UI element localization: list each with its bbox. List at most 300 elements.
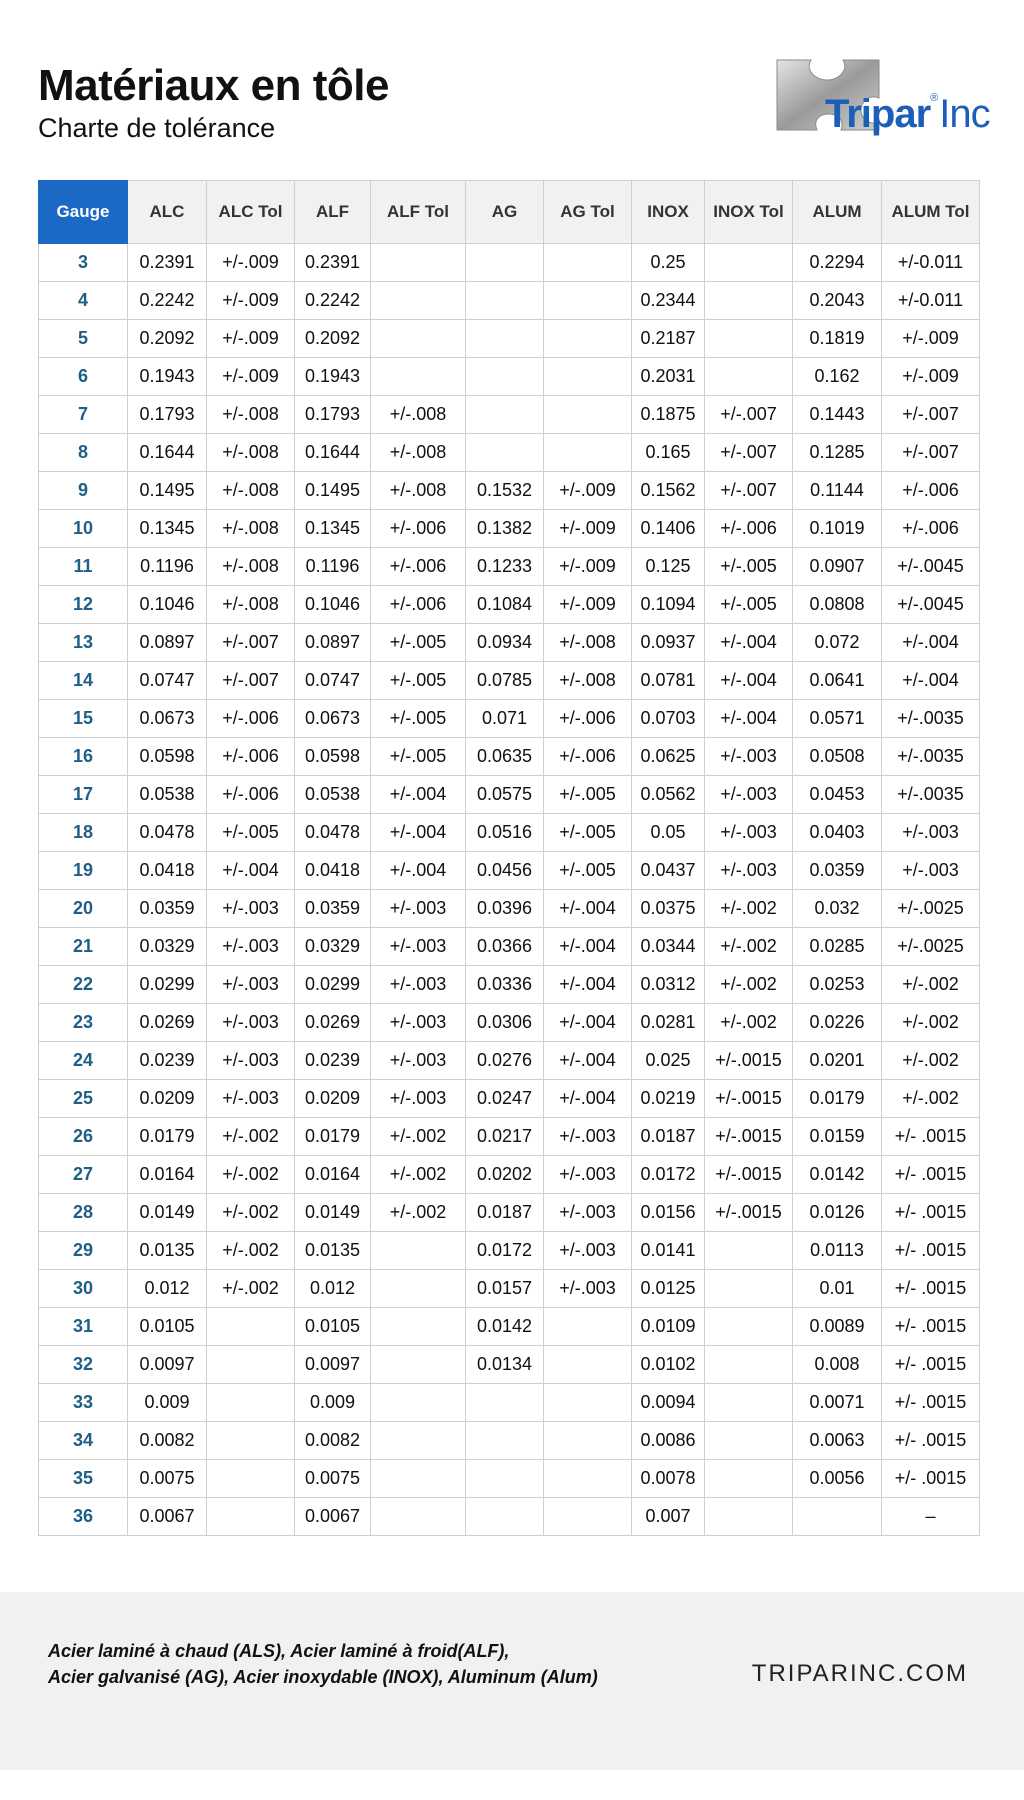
- cell-alc-tol: +/-.009: [207, 358, 295, 396]
- cell-alf-tol: +/-.002: [371, 1156, 466, 1194]
- page-header: [0, 0, 1024, 170]
- cell-inox-tol: +/-.006: [705, 510, 793, 548]
- cell-alc-tol: [207, 1346, 295, 1384]
- cell-ag: 0.0635: [466, 738, 544, 776]
- cell-alc-tol: +/-.008: [207, 472, 295, 510]
- cell-alc-tol: +/-.003: [207, 890, 295, 928]
- cell-alf-tol: [371, 1384, 466, 1422]
- cell-ag: 0.0575: [466, 776, 544, 814]
- cell-alf: 0.1046: [295, 586, 371, 624]
- table-header-row: [39, 181, 980, 244]
- cell-alc: 0.0747: [128, 662, 207, 700]
- cell-gauge: 13: [39, 624, 128, 662]
- cell-ag-tol: +/-.004: [544, 1004, 632, 1042]
- cell-alc: 0.0478: [128, 814, 207, 852]
- cell-alum: 0.0571: [793, 700, 882, 738]
- table-row: [39, 624, 980, 662]
- cell-alc: 0.0673: [128, 700, 207, 738]
- cell-inox: 0.0312: [632, 966, 705, 1004]
- cell-alum: 0.0201: [793, 1042, 882, 1080]
- cell-alf: 0.0179: [295, 1118, 371, 1156]
- cell-ag-tol: +/-.006: [544, 700, 632, 738]
- cell-alum-tol: +/-.0035: [882, 776, 980, 814]
- cell-ag-tol: [544, 1460, 632, 1498]
- cell-alc: 0.2092: [128, 320, 207, 358]
- cell-inox: 0.0078: [632, 1460, 705, 1498]
- cell-inox-tol: +/-.0015: [705, 1118, 793, 1156]
- cell-alum-tol: +/-.006: [882, 510, 980, 548]
- cell-ag-tol: [544, 282, 632, 320]
- cell-alc-tol: +/-.009: [207, 282, 295, 320]
- column-header-inox-tol: INOX Tol: [705, 181, 793, 244]
- cell-alc: 0.2242: [128, 282, 207, 320]
- cell-alum-tol: +/-.0025: [882, 928, 980, 966]
- cell-ag: 0.0157: [466, 1270, 544, 1308]
- cell-inox-tol: +/-.004: [705, 624, 793, 662]
- cell-gauge: 20: [39, 890, 128, 928]
- cell-ag: 0.0456: [466, 852, 544, 890]
- cell-alum: 0.032: [793, 890, 882, 928]
- cell-alf-tol: +/-.002: [371, 1118, 466, 1156]
- cell-gauge: 30: [39, 1270, 128, 1308]
- cell-alum-tol: +/-0.011: [882, 282, 980, 320]
- cell-alc-tol: +/-.007: [207, 662, 295, 700]
- cell-alum-tol: +/-.0045: [882, 548, 980, 586]
- legend-line: Acier galvanisé (AG), Acier inoxydable (INOX), Aluminum (Alum): [48, 1667, 598, 1687]
- page-footer: [0, 1592, 1024, 1770]
- cell-alum-tol: +/-.0045: [882, 586, 980, 624]
- cell-ag: 0.0276: [466, 1042, 544, 1080]
- cell-inox: 0.0109: [632, 1308, 705, 1346]
- cell-inox-tol: [705, 1308, 793, 1346]
- cell-ag: 0.1382: [466, 510, 544, 548]
- table-row: [39, 1194, 980, 1232]
- cell-alum-tol: –: [882, 1498, 980, 1536]
- cell-alc: 0.0164: [128, 1156, 207, 1194]
- table-row: [39, 1156, 980, 1194]
- cell-alc-tol: [207, 1460, 295, 1498]
- table-row: [39, 1346, 980, 1384]
- cell-gauge: 19: [39, 852, 128, 890]
- cell-alum: 0.0071: [793, 1384, 882, 1422]
- cell-alf-tol: +/-.002: [371, 1194, 466, 1232]
- cell-alf-tol: +/-.003: [371, 928, 466, 966]
- cell-gauge: 11: [39, 548, 128, 586]
- cell-alc: 0.0105: [128, 1308, 207, 1346]
- cell-alc: 0.0359: [128, 890, 207, 928]
- cell-gauge: 35: [39, 1460, 128, 1498]
- cell-alc-tol: +/-.006: [207, 700, 295, 738]
- cell-ag-tol: +/-.004: [544, 1080, 632, 1118]
- cell-ag-tol: +/-.003: [544, 1194, 632, 1232]
- cell-inox-tol: +/-.002: [705, 966, 793, 1004]
- cell-ag-tol: [544, 1498, 632, 1536]
- cell-alum: 0.0359: [793, 852, 882, 890]
- cell-ag: 0.0366: [466, 928, 544, 966]
- cell-alum: 0.0089: [793, 1308, 882, 1346]
- cell-alf-tol: +/-.004: [371, 814, 466, 852]
- cell-inox: 0.1875: [632, 396, 705, 434]
- cell-ag-tol: +/-.004: [544, 1042, 632, 1080]
- cell-inox-tol: [705, 1346, 793, 1384]
- cell-ag: 0.0172: [466, 1232, 544, 1270]
- cell-alum: 0.0056: [793, 1460, 882, 1498]
- column-header-inox: INOX: [632, 181, 705, 244]
- cell-alc-tol: +/-.003: [207, 1080, 295, 1118]
- cell-ag: 0.0134: [466, 1346, 544, 1384]
- cell-ag: 0.0247: [466, 1080, 544, 1118]
- cell-alum-tol: +/-.002: [882, 1042, 980, 1080]
- cell-alum-tol: +/-.009: [882, 358, 980, 396]
- cell-alf-tol: [371, 244, 466, 282]
- cell-inox: 0.0102: [632, 1346, 705, 1384]
- cell-inox-tol: [705, 1460, 793, 1498]
- cell-ag-tol: +/-.003: [544, 1270, 632, 1308]
- cell-alf: 0.2391: [295, 244, 371, 282]
- cell-alf: 0.1943: [295, 358, 371, 396]
- cell-alc: 0.1196: [128, 548, 207, 586]
- table-row: [39, 1498, 980, 1536]
- logo-suffix: Inc: [939, 92, 990, 136]
- column-header-gauge: Gauge: [39, 181, 128, 244]
- cell-gauge: 12: [39, 586, 128, 624]
- cell-alf: 0.1793: [295, 396, 371, 434]
- cell-alf: 0.1345: [295, 510, 371, 548]
- cell-ag-tol: +/-.009: [544, 586, 632, 624]
- cell-alc: 0.2391: [128, 244, 207, 282]
- cell-inox-tol: [705, 282, 793, 320]
- cell-inox-tol: [705, 320, 793, 358]
- cell-ag-tol: +/-.009: [544, 472, 632, 510]
- cell-alum-tol: +/-0.011: [882, 244, 980, 282]
- cell-ag-tol: +/-.008: [544, 624, 632, 662]
- cell-alum-tol: +/- .0015: [882, 1118, 980, 1156]
- cell-alc: 0.0082: [128, 1422, 207, 1460]
- cell-inox-tol: +/-.005: [705, 586, 793, 624]
- cell-alc-tol: +/-.006: [207, 738, 295, 776]
- cell-inox: 0.025: [632, 1042, 705, 1080]
- table-row: [39, 1270, 980, 1308]
- cell-alc: 0.1495: [128, 472, 207, 510]
- cell-alum-tol: +/- .0015: [882, 1308, 980, 1346]
- cell-inox: 0.0344: [632, 928, 705, 966]
- cell-ag: 0.0934: [466, 624, 544, 662]
- cell-inox: 0.0937: [632, 624, 705, 662]
- cell-inox: 0.2031: [632, 358, 705, 396]
- cell-gauge: 3: [39, 244, 128, 282]
- table-row: [39, 434, 980, 472]
- cell-alf: 0.0478: [295, 814, 371, 852]
- cell-ag-tol: [544, 320, 632, 358]
- cell-alf: 0.0538: [295, 776, 371, 814]
- cell-inox: 0.2344: [632, 282, 705, 320]
- cell-alum-tol: +/-.003: [882, 814, 980, 852]
- cell-inox-tol: +/-.003: [705, 738, 793, 776]
- cell-alum-tol: +/-.003: [882, 852, 980, 890]
- cell-gauge: 34: [39, 1422, 128, 1460]
- cell-inox: 0.0437: [632, 852, 705, 890]
- legend-line: Acier laminé à chaud (ALS), Acier laminé à froid(ALF),: [48, 1641, 510, 1661]
- cell-gauge: 8: [39, 434, 128, 472]
- cell-ag: 0.071: [466, 700, 544, 738]
- cell-alc: 0.1644: [128, 434, 207, 472]
- cell-alum-tol: +/- .0015: [882, 1384, 980, 1422]
- table-row: [39, 510, 980, 548]
- column-header-alum: ALUM: [793, 181, 882, 244]
- cell-alc: 0.1345: [128, 510, 207, 548]
- cell-ag: [466, 320, 544, 358]
- cell-alum-tol: +/- .0015: [882, 1156, 980, 1194]
- cell-alc-tol: +/-.009: [207, 244, 295, 282]
- cell-ag-tol: +/-.003: [544, 1156, 632, 1194]
- cell-inox: 0.0281: [632, 1004, 705, 1042]
- table-row: [39, 1042, 980, 1080]
- cell-alc-tol: +/-.003: [207, 966, 295, 1004]
- cell-alf: 0.0329: [295, 928, 371, 966]
- cell-gauge: 28: [39, 1194, 128, 1232]
- cell-alum-tol: +/-.006: [882, 472, 980, 510]
- cell-alum: 0.1144: [793, 472, 882, 510]
- cell-inox: 0.125: [632, 548, 705, 586]
- column-header-alf: ALF: [295, 181, 371, 244]
- cell-alf-tol: +/-.005: [371, 700, 466, 738]
- cell-inox-tol: [705, 244, 793, 282]
- cell-alf: 0.0209: [295, 1080, 371, 1118]
- cell-gauge: 18: [39, 814, 128, 852]
- table-row: [39, 1118, 980, 1156]
- cell-alf-tol: [371, 1460, 466, 1498]
- cell-inox: 0.0703: [632, 700, 705, 738]
- table-row: [39, 320, 980, 358]
- table-body: [39, 244, 980, 1536]
- cell-gauge: 22: [39, 966, 128, 1004]
- table-row: [39, 1232, 980, 1270]
- cell-inox-tol: +/-.0015: [705, 1194, 793, 1232]
- cell-ag: [466, 396, 544, 434]
- cell-ag: [466, 282, 544, 320]
- cell-gauge: 23: [39, 1004, 128, 1042]
- cell-ag-tol: [544, 1384, 632, 1422]
- cell-alc-tol: [207, 1422, 295, 1460]
- cell-ag-tol: [544, 244, 632, 282]
- cell-alum-tol: +/-.004: [882, 662, 980, 700]
- cell-alc-tol: +/-.008: [207, 434, 295, 472]
- cell-inox: 0.1406: [632, 510, 705, 548]
- cell-alc-tol: +/-.002: [207, 1194, 295, 1232]
- cell-ag-tol: +/-.004: [544, 966, 632, 1004]
- cell-inox-tol: +/-.0015: [705, 1042, 793, 1080]
- cell-alc-tol: +/-.006: [207, 776, 295, 814]
- cell-alc: 0.0135: [128, 1232, 207, 1270]
- table-row: [39, 1080, 980, 1118]
- cell-ag: [466, 1422, 544, 1460]
- cell-alum-tol: +/-.0025: [882, 890, 980, 928]
- cell-inox: 0.25: [632, 244, 705, 282]
- cell-alf: 0.1644: [295, 434, 371, 472]
- cell-ag: 0.0217: [466, 1118, 544, 1156]
- cell-gauge: 25: [39, 1080, 128, 1118]
- cell-inox-tol: +/-.007: [705, 396, 793, 434]
- cell-alum-tol: +/- .0015: [882, 1194, 980, 1232]
- material-legend: [48, 1638, 598, 1690]
- cell-alf-tol: +/-.004: [371, 776, 466, 814]
- page-subtitle: Charte de tolérance: [38, 113, 276, 143]
- column-header-alc: ALC: [128, 181, 207, 244]
- cell-alc: 0.0149: [128, 1194, 207, 1232]
- cell-alum: 0.0126: [793, 1194, 882, 1232]
- cell-alf: 0.0105: [295, 1308, 371, 1346]
- cell-alc: 0.1793: [128, 396, 207, 434]
- cell-alf: 0.0149: [295, 1194, 371, 1232]
- cell-alum: 0.0113: [793, 1232, 882, 1270]
- cell-inox-tol: +/-.002: [705, 928, 793, 966]
- cell-ag-tol: [544, 396, 632, 434]
- cell-ag: [466, 244, 544, 282]
- cell-alc-tol: +/-.002: [207, 1232, 295, 1270]
- cell-alf: 0.0164: [295, 1156, 371, 1194]
- cell-inox: 0.0219: [632, 1080, 705, 1118]
- cell-ag: 0.0187: [466, 1194, 544, 1232]
- column-header-alum-tol: ALUM Tol: [882, 181, 980, 244]
- cell-alum: 0.0253: [793, 966, 882, 1004]
- cell-gauge: 33: [39, 1384, 128, 1422]
- cell-gauge: 32: [39, 1346, 128, 1384]
- table-row: [39, 282, 980, 320]
- cell-alf: 0.0673: [295, 700, 371, 738]
- cell-ag: 0.0306: [466, 1004, 544, 1042]
- cell-ag: 0.0336: [466, 966, 544, 1004]
- cell-alc: 0.0067: [128, 1498, 207, 1536]
- cell-alf: 0.2242: [295, 282, 371, 320]
- cell-alum-tol: +/-.002: [882, 1080, 980, 1118]
- cell-alum: 0.0808: [793, 586, 882, 624]
- cell-inox-tol: +/-.007: [705, 434, 793, 472]
- cell-alum-tol: +/-.0035: [882, 738, 980, 776]
- cell-alf-tol: +/-.008: [371, 472, 466, 510]
- cell-alf: 0.0897: [295, 624, 371, 662]
- cell-alum: 0.0142: [793, 1156, 882, 1194]
- cell-ag: [466, 1498, 544, 1536]
- cell-alum-tol: +/-.0035: [882, 700, 980, 738]
- cell-alf-tol: [371, 1232, 466, 1270]
- cell-alc-tol: [207, 1308, 295, 1346]
- table-row: [39, 548, 980, 586]
- cell-ag: 0.0142: [466, 1308, 544, 1346]
- cell-alf-tol: [371, 320, 466, 358]
- cell-alf: 0.0097: [295, 1346, 371, 1384]
- cell-alc: 0.1943: [128, 358, 207, 396]
- cell-gauge: 4: [39, 282, 128, 320]
- cell-alc: 0.0897: [128, 624, 207, 662]
- cell-ag-tol: +/-.006: [544, 738, 632, 776]
- cell-ag-tol: +/-.005: [544, 852, 632, 890]
- cell-alc-tol: +/-.008: [207, 586, 295, 624]
- cell-alc-tol: [207, 1384, 295, 1422]
- cell-ag-tol: +/-.005: [544, 814, 632, 852]
- cell-alum: 0.0179: [793, 1080, 882, 1118]
- cell-alf-tol: +/-.003: [371, 1004, 466, 1042]
- cell-inox-tol: +/-.002: [705, 1004, 793, 1042]
- cell-ag-tol: +/-.009: [544, 548, 632, 586]
- table-row: [39, 928, 980, 966]
- table-row: [39, 1308, 980, 1346]
- cell-inox-tol: +/-.002: [705, 890, 793, 928]
- cell-ag: [466, 434, 544, 472]
- cell-alum-tol: +/-.004: [882, 624, 980, 662]
- cell-alc: 0.009: [128, 1384, 207, 1422]
- cell-alf: 0.0067: [295, 1498, 371, 1536]
- cell-alc-tol: +/-.003: [207, 1042, 295, 1080]
- cell-alf: 0.0598: [295, 738, 371, 776]
- table-row: [39, 1460, 980, 1498]
- cell-alf: 0.012: [295, 1270, 371, 1308]
- tolerance-table: [38, 180, 980, 1536]
- cell-alf: 0.1495: [295, 472, 371, 510]
- cell-alf: 0.0418: [295, 852, 371, 890]
- cell-alum: 0.1285: [793, 434, 882, 472]
- cell-alf-tol: +/-.006: [371, 510, 466, 548]
- cell-alf-tol: [371, 1498, 466, 1536]
- table-row: [39, 662, 980, 700]
- table-row: [39, 472, 980, 510]
- column-header-ag-tol: AG Tol: [544, 181, 632, 244]
- cell-alum: 0.2294: [793, 244, 882, 282]
- cell-alc-tol: +/-.008: [207, 510, 295, 548]
- cell-gauge: 36: [39, 1498, 128, 1536]
- cell-alc: 0.0299: [128, 966, 207, 1004]
- cell-alc: 0.0239: [128, 1042, 207, 1080]
- cell-ag: 0.0202: [466, 1156, 544, 1194]
- cell-ag: [466, 1460, 544, 1498]
- cell-alum-tol: +/-.007: [882, 396, 980, 434]
- cell-inox: 0.0781: [632, 662, 705, 700]
- cell-alf-tol: +/-.005: [371, 662, 466, 700]
- cell-gauge: 9: [39, 472, 128, 510]
- table-row: [39, 738, 980, 776]
- cell-alc-tol: +/-.009: [207, 320, 295, 358]
- cell-alc: 0.0097: [128, 1346, 207, 1384]
- page-title: Matériaux en tôle: [38, 61, 389, 110]
- cell-alf: 0.0299: [295, 966, 371, 1004]
- column-header-alc-tol: ALC Tol: [207, 181, 295, 244]
- cell-alum-tol: +/-.002: [882, 1004, 980, 1042]
- table-row: [39, 1384, 980, 1422]
- cell-gauge: 14: [39, 662, 128, 700]
- cell-gauge: 29: [39, 1232, 128, 1270]
- cell-inox: 0.2187: [632, 320, 705, 358]
- cell-ag-tol: +/-.008: [544, 662, 632, 700]
- cell-inox: 0.0125: [632, 1270, 705, 1308]
- cell-alf-tol: +/-.006: [371, 548, 466, 586]
- cell-inox: 0.165: [632, 434, 705, 472]
- cell-ag: [466, 358, 544, 396]
- cell-alf-tol: [371, 1308, 466, 1346]
- cell-alc-tol: +/-.008: [207, 548, 295, 586]
- cell-alf: 0.0269: [295, 1004, 371, 1042]
- cell-alum-tol: +/- .0015: [882, 1422, 980, 1460]
- cell-inox-tol: [705, 1270, 793, 1308]
- cell-inox-tol: +/-.005: [705, 548, 793, 586]
- cell-alum-tol: +/- .0015: [882, 1232, 980, 1270]
- cell-gauge: 10: [39, 510, 128, 548]
- cell-gauge: 21: [39, 928, 128, 966]
- table-row: [39, 396, 980, 434]
- website-link[interactable]: TRIPARINC.COM: [751, 1660, 968, 1687]
- cell-alc-tol: +/-.002: [207, 1270, 295, 1308]
- cell-alf-tol: +/-.003: [371, 1042, 466, 1080]
- cell-inox-tol: [705, 358, 793, 396]
- cell-inox: 0.1562: [632, 472, 705, 510]
